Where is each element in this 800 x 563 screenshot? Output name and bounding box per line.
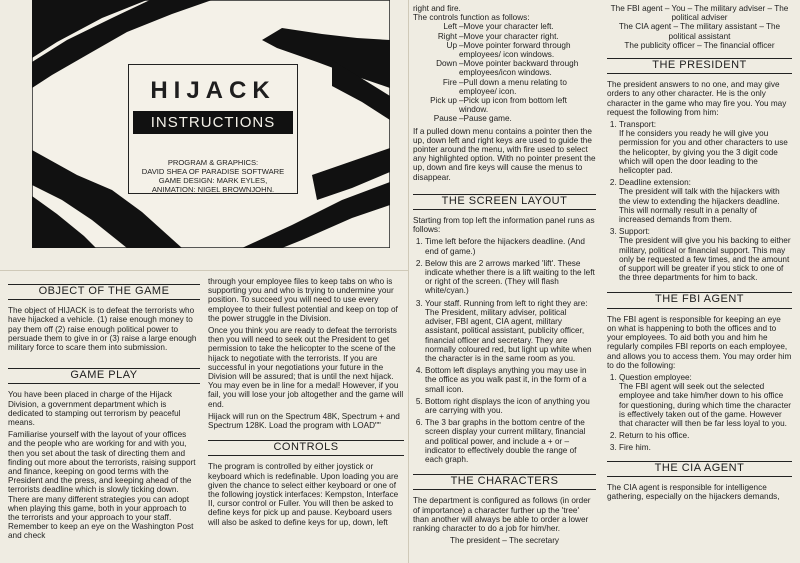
objective-text: The object of HIJACK is to defeat the terrorists who have hijacked a vehicle. (1) raise enough money to pay them off (2) raise enough political power to persuade them to give in or (3) raise a large enough military force to scare them into submission. (8, 306, 197, 353)
credit-line: PROGRAM & GRAPHICS: (167, 158, 259, 167)
characters-line-2: The FBI agent – You – The military adviser – The political adviser (610, 4, 789, 23)
control-item: Pause –Pause game. (433, 114, 512, 124)
column-4 (607, 4, 792, 504)
screen-intro: Starting from top left the information panel runs as follows: (413, 216, 595, 235)
control-item: Right –Move your character right. (437, 31, 559, 41)
fbi-list (607, 373, 792, 453)
list-item: 1. Time left before the hijackers deadline. (And end of game.) (425, 237, 596, 255)
list-item: 3. Support: The president will give you his backing to either military, political or financial support. This may only be requested a few times, and the amount of support will be greater if you stick to one of the three departments for him to back. (619, 227, 792, 282)
controls-note: If a pulled down menu contains a pointer then the up, down left and right keys are used to guide the pointer around the menu, with fire used to select any highlighted option. With no pointer present the up, down and fire keys will cause the menus to disappear. (413, 126, 596, 182)
fbi-heading: THE FBI AGENT (607, 292, 792, 308)
gameplay-heading: GAME PLAY (8, 368, 200, 384)
list-item: 3. Your staff. Running from left to right they are: The President, military adviser, political adviser, FBI agent, CIA agent, military assistant, political assistant, publicity officer, financial officer and secretary. They are normally coloured red, but light up white when the character is in the same room as you. (425, 299, 596, 363)
column-3 (413, 4, 596, 548)
list-item: 1. Question employee: The FBI agent will seek out the selected employee and take him/her down to his office for questioning, during which time the character is effectively taken out of the game. However that character will then be far less loyal to you. (619, 373, 792, 428)
column-1 (8, 280, 200, 544)
characters-line-4: The publicity officer – The financial officer (624, 40, 775, 50)
president-intro: The president answers to no one, and may give orders to any other character. He is the only character in the game who may fire you. You may request the following from him: (607, 80, 787, 117)
cover-panel (32, 0, 390, 248)
screen-list (413, 237, 596, 464)
control-item: Fire –Pull down a menu relating to employee/ icon. (442, 77, 567, 96)
characters-line-3: The CIA agent – The military assistant – The political assistant (618, 22, 781, 41)
list-item: 2. Below this are 2 arrows marked 'lift'. These indicate whether there is a lift waiting to the left or right of the screen. (They will flash white/cyan.) (425, 259, 596, 296)
control-item: Pick up –Pick up icon from bottom left window. (430, 96, 567, 115)
list-item: 3. Fire him. (619, 443, 792, 452)
story-text-1: through your employee files to keep tabs on who is supporting you and who is trying to undermine your position. To succeed you will need to use every employee to their fullest potential and keep on top of the power struggle in the Division. (208, 277, 398, 323)
list-item: 2. Deadline extension: The president will talk with the hijackers with the view to extending the hijackers deadline. This will normally result in a penalty of increased demands from them. (619, 178, 792, 224)
characters-heading: THE CHARACTERS (413, 474, 596, 490)
credit-line: GAME DESIGN: MARK EYLES, (158, 176, 268, 185)
cover-title: HIJACK (150, 77, 276, 104)
characters-text: The department is configured as follows (in order of importance) a character further up the 'tree' than another will always be able to order a lower ranking character to do a job for him/her. (413, 496, 591, 533)
gameplay-text-1: You have been placed in charge of the Hijack Division, a government department which is dedicated to stamping out terrorism by peaceful means. (8, 390, 181, 428)
control-item: Left –Move your character left. (443, 22, 554, 32)
column-2 (208, 277, 404, 530)
control-item: Down –Move pointer backward through employees/icon windows. (436, 59, 579, 78)
credit-line: ANIMATION: NIGEL BROWNJOHN. (151, 185, 275, 194)
controls-list (413, 22, 596, 123)
list-item: 1. Transport: If he considers you ready he will give you permission for you and other characters to use the helicopter, by giving you the 3 digit code which will open the door leading to the helicopter pad. (619, 120, 792, 175)
gameplay-text-2: Familiarise yourself with the layout of your offices and the people who are working for and with you, then you set about the task of directing them and finding out more about the terrorists, raising support and finance, keeping on good terms with the President and the press, and keeping ahead of the terrorists deadline which is slowly ticking down. There are many different strategies you can adopt when playing this game, both in your approach to the terrorists and your approach to your staff. Remember to keep an eye on the Washington Post and check (8, 430, 196, 541)
story-text-2: Once you think you are ready to defeat the terrorists then you will need to seek out the President to get permission to take the helicopter to the scene of the hijack to negotiate with the terrorists. If you are successful in your negotiations your future in the Division will be assured; that is until the next hijack. You may even be in line for a medal! However, if you fail, you will lose your job altogether and the game will end. (208, 326, 404, 409)
fbi-intro: The FBI agent is responsible for keeping an eye on what is happening to both the offices and to your employees. To aid both you and him he regularly compiles FBI reports on each employee, and allows you to access them. You may order him to do the following: (607, 314, 792, 370)
cover-subtitle: INSTRUCTIONS (133, 111, 293, 134)
page-fold-horizontal (0, 270, 408, 271)
controls-text: The program is controlled by either joystick or keyboard which is redefinable. Upon loading you are given the chance to select either keyboard or one of the following joystick interfaces: Kempston, Interface II, cursor control or Fuller. You will then be asked to define keys for pick up and pause. Keyboard users will also be asked to define keys for up, down, left (208, 462, 399, 527)
controls-heading: CONTROLS (208, 440, 404, 456)
controls-intro: The controls function as follows: (413, 13, 530, 23)
cia-heading: THE CIA AGENT (607, 461, 792, 477)
story-text-3: Hijack will run on the Spectrum 48K, Spectrum + and Spectrum 128K. Load the program with LOAD"" (208, 411, 400, 431)
list-item: 2. Return to his office. (619, 431, 792, 440)
characters-line-1: The president – The secretary (449, 536, 560, 546)
cover-credits (128, 158, 298, 194)
list-item: 4. Bottom left displays anything you may use in the office as you walk past it, in the form of a small icon. (425, 366, 596, 394)
page-fold (408, 0, 409, 563)
objective-heading: OBJECT OF THE GAME (8, 284, 200, 300)
credit-line: DAVID SHEA OF PARADISE SOFTWARE (141, 167, 285, 176)
control-item: Up –Move pointer forward through employees/ icon windows. (446, 40, 571, 60)
president-heading: THE PRESIDENT (607, 58, 792, 74)
list-item: 6. The 3 bar graphs in the bottom centre of the screen display your current military, financial and political power, and include a + or – indicator to effectively double the range of each graph. (425, 418, 596, 464)
list-item: 5. Bottom right displays the icon of anything you are carrying with you. (425, 397, 596, 415)
controls-cont: right and fire. (413, 4, 461, 13)
cia-text: The CIA agent is responsible for intelligence gathering, especially on the hijackers demands, (607, 482, 780, 501)
screen-heading: THE SCREEN LAYOUT (413, 194, 596, 210)
president-list (607, 120, 792, 282)
